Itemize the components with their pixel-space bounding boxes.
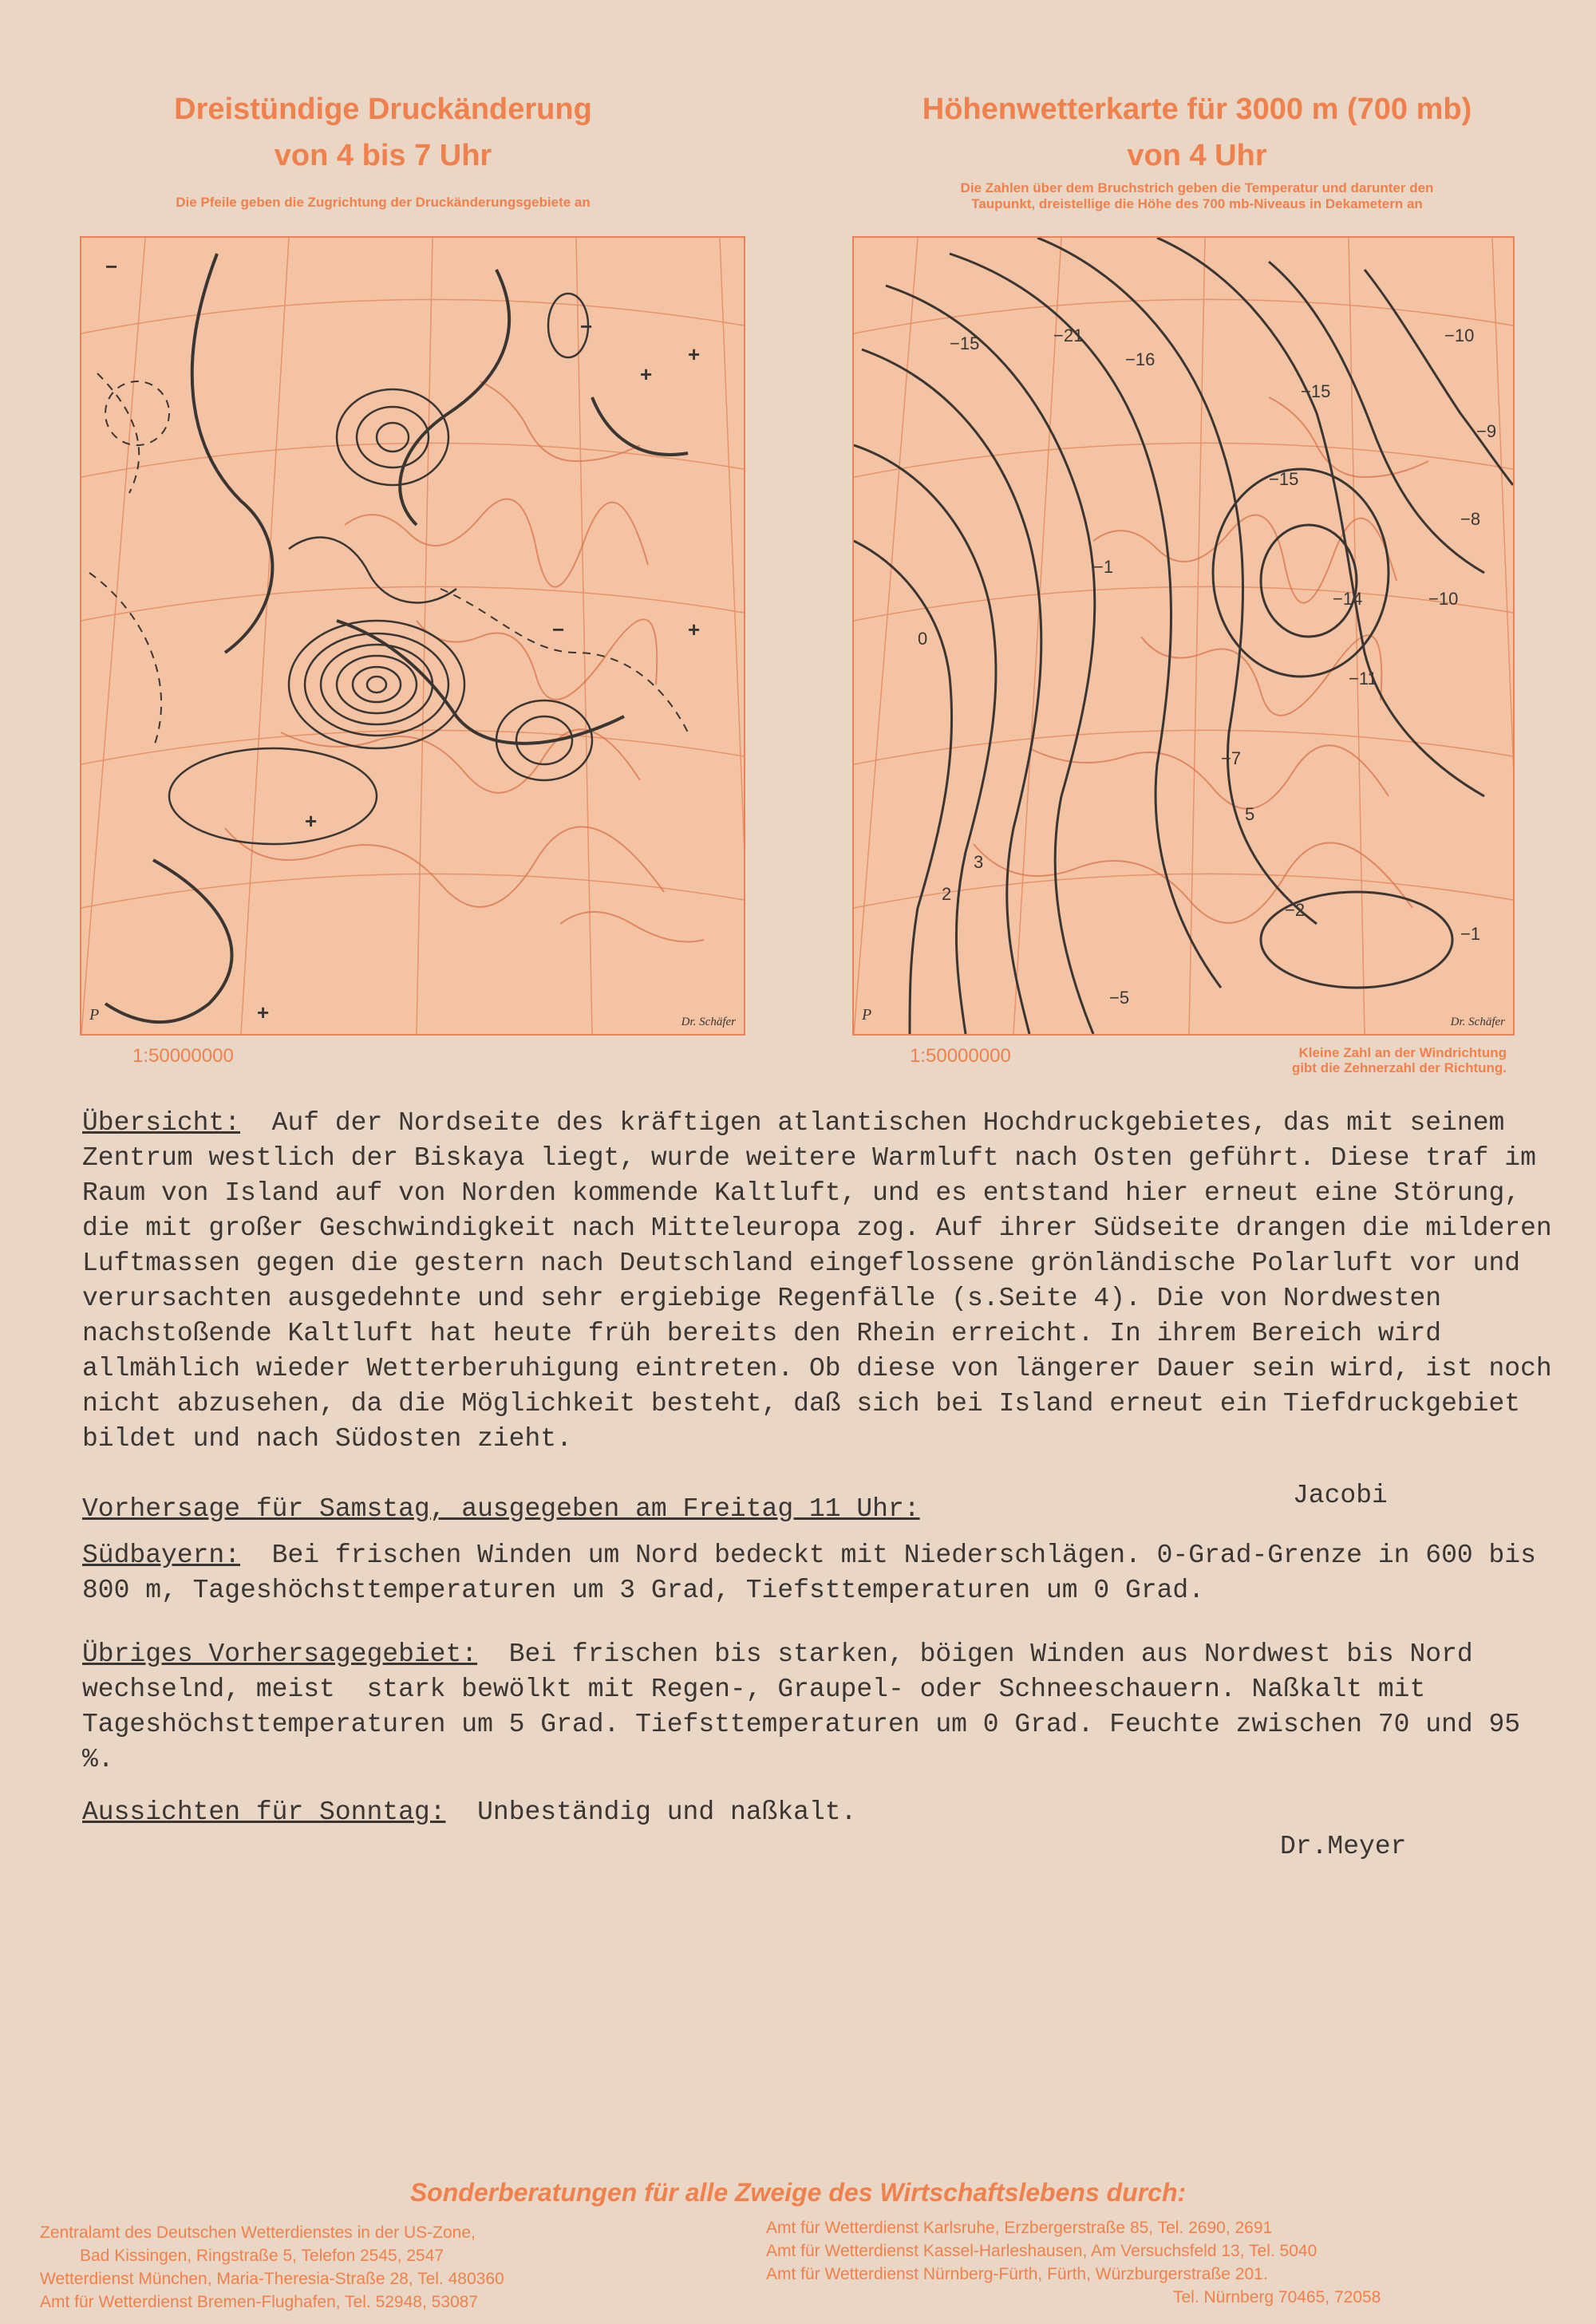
svg-text:−2: −2 [1285, 900, 1306, 920]
svg-text:−1: −1 [1460, 924, 1481, 944]
svg-text:−15: −15 [1301, 381, 1331, 401]
svg-text:5: 5 [1245, 804, 1255, 824]
forecast-heading-row [82, 1492, 1279, 1527]
pressure-change-map [80, 236, 745, 1036]
svg-text:−5: −5 [1109, 988, 1130, 1008]
left-map-title-line2: von 4 bis 7 Uhr [274, 139, 492, 172]
svg-text:−: − [580, 314, 593, 338]
footer-right-line: Tel. Nürnberg 70465, 72058 [1173, 2288, 1381, 2306]
footer-right [766, 2216, 1381, 2309]
svg-text:+: + [257, 1000, 270, 1024]
svg-text:−: − [552, 617, 565, 641]
right-map-title-line1: Höhenwetterkarte für 3000 m (700 mb) [922, 93, 1472, 126]
right-map-title-line2: von 4 Uhr [1127, 139, 1267, 172]
svg-text:−7: −7 [1221, 748, 1242, 768]
wind-note [1101, 1045, 1507, 1075]
pressure-change-map-drawing [81, 238, 744, 1034]
svg-text:−1: −1 [1093, 557, 1114, 577]
other-region-section [82, 1637, 1566, 1778]
overview-section [82, 1106, 1566, 1457]
other-region-label: Übriges Vorhersagegebiet: [82, 1639, 478, 1669]
svg-text:2: 2 [942, 884, 952, 904]
south-bavaria-section [82, 1538, 1566, 1608]
footer-right-line: Amt für Wetterdienst Karlsruhe, Erzbergerstraße 85, Tel. 2690, 2691 [766, 2219, 1273, 2237]
upper-air-map-drawing [854, 238, 1513, 1034]
overview-label: Übersicht: [82, 1108, 241, 1138]
footer-left-line: Amt für Wetterdienst Bremen-Flughafen, Tel. 52948, 53087 [40, 2293, 479, 2311]
forecast-author: Dr.Meyer [1280, 1832, 1407, 1861]
svg-text:−14: −14 [1333, 589, 1363, 609]
svg-text:0: 0 [918, 629, 928, 649]
svg-text:−: − [105, 254, 118, 278]
left-map-scale: 1:50000000 [132, 1045, 234, 1067]
left-map-title-line1: Dreistündige Druckänderung [174, 93, 592, 126]
south-bavaria-label: Südbayern: [82, 1541, 241, 1570]
overview-body: Auf der Nordseite des kräftigen atlantischen Hochdruckgebietes, das mit seinem Zentrum westlich der Biskaya liegt, wurde weitere Warmluft nach Osten geführt. Diese traf im Raum von Island auf von Norden kommende Kaltluft, und es entstand hier erneut eine Störung, die mit großer Geschwindigkeit nach Mitteleuropa zog. Auf ihrer Südseite drangen die milderen Luftmassen gegen die gestern nach Deutschland eingeflossene grönländische Polarluft vor und verursachten ausgedehnte und sehr ergiebige Regenfälle (s.Seite 4). Die von Nordwesten nachstoßende Kaltluft hat heute früh bereits den Rhein erreicht. In ihrem Bereich wird allmählich wieder Wetterberuhigung eintreten. Ob diese von längerer Dauer sein wird, ist noch nicht abzusehen, da die Möglichkeit besteht, daß sich bei Island erneut ein Tiefdruckgebiet bildet und nach Südosten zieht. [82, 1108, 1568, 1454]
footer-left-line: Wetterdienst München, Maria-Theresia-Straße 28, Tel. 480360 [40, 2270, 504, 2288]
svg-text:+: + [688, 617, 701, 641]
left-map-subtitle: Die Pfeile geben die Zugrichtung der Druckänderungsgebiete an [176, 195, 591, 210]
footer-left-line: Zentralamt des Deutschen Wetterdienstes in der US-Zone, [40, 2223, 476, 2242]
footer-title: Sonderberatungen für alle Zweige des Wirtschaftslebens durch: [409, 2178, 1187, 2207]
forecast-heading: Vorhersage für Samstag, ausgegeben am Freitag 11 Uhr: [82, 1494, 920, 1524]
left-map-corner-mark: P [89, 1006, 100, 1024]
wind-note-line1: Kleine Zahl an der Windrichtung [1298, 1045, 1507, 1060]
svg-text:3: 3 [974, 852, 984, 872]
outlook-label: Aussichten für Sonntag: [82, 1797, 446, 1827]
wind-note-line2: gibt die Zehnerzahl der Richtung. [1291, 1060, 1507, 1075]
footer-right-line: Amt für Wetterdienst Nürnberg-Fürth, Fürth, Würzburgerstraße 201. [766, 2265, 1268, 2283]
svg-text:−15: −15 [1269, 469, 1299, 489]
svg-text:−16: −16 [1125, 349, 1156, 369]
svg-text:−8: −8 [1460, 509, 1481, 529]
footer-left-line: Bad Kissingen, Ringstraße 5, Telefon 2545, 2547 [80, 2247, 444, 2265]
south-bavaria-body: Bei frischen Winden um Nord bedeckt mit Niederschlägen. 0-Grad-Grenze in 600 bis 800 m, Tageshöchsttemperaturen um 3 Grad, Tiefsttemperaturen um 0 Grad. [82, 1541, 1552, 1605]
svg-text:−11: −11 [1349, 669, 1377, 689]
outlook-section [82, 1795, 1566, 1830]
footer-right-line: Amt für Wetterdienst Kassel-Harleshausen, Am Versuchsfeld 13, Tel. 5040 [766, 2242, 1317, 2260]
svg-text:+: + [305, 809, 318, 833]
svg-text:+: + [688, 342, 701, 366]
svg-text:−10: −10 [1444, 326, 1475, 345]
right-map-signature: Dr. Schäfer [1450, 1016, 1505, 1028]
left-map-signature: Dr. Schäfer [681, 1016, 736, 1028]
outlook-body: Unbeständig und naßkalt. [445, 1797, 857, 1827]
other-region-body: Bei frischen bis starken, böigen Winden aus Nordwest bis Nord wechselnd, meist stark bewölkt mit Regen-, Graupel- oder Schneeschauern. Naßkalt mit Tageshöchsttemperaturen um 5 Grad. Tiefsttemperaturen um 0 Grad. Feuchte zwischen 70 und 95 %. [82, 1639, 1536, 1774]
svg-text:−21: −21 [1053, 326, 1084, 345]
svg-text:−15: −15 [950, 333, 980, 353]
right-map-scale: 1:50000000 [910, 1045, 1011, 1067]
right-map-subtitle-line1: Die Zahlen über dem Bruchstrich geben die Temperatur und darunter den [960, 180, 1434, 195]
svg-text:−9: −9 [1476, 421, 1497, 441]
right-map-corner-mark: P [862, 1006, 872, 1024]
footer-left [40, 2221, 504, 2314]
overview-author: Jacobi [1293, 1481, 1388, 1510]
svg-text:+: + [640, 362, 653, 386]
upper-air-map [852, 236, 1515, 1036]
right-map-subtitle-line2: Taupunkt, dreistellige die Höhe des 700 mb-Niveaus in Dekametern an [971, 196, 1423, 211]
svg-text:−10: −10 [1428, 589, 1459, 609]
